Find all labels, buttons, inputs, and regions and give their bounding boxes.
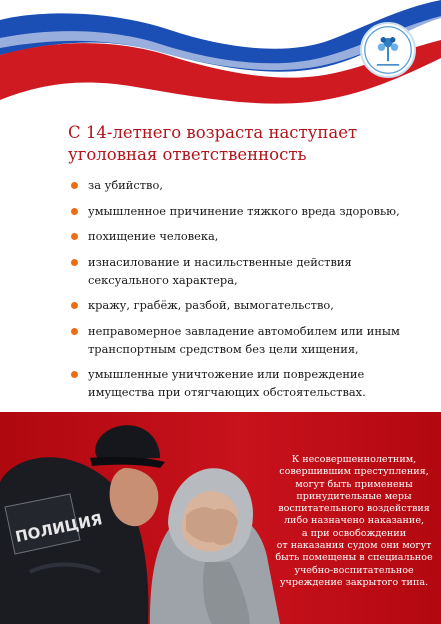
list-item-text: неправомерное завладение автомобилем или иным xyxy=(88,323,400,338)
list-item xyxy=(70,365,430,401)
bullet-dot-icon xyxy=(71,182,78,189)
bullet-dot-icon xyxy=(71,302,78,309)
list-item-text: умышленное причинение тяжкого вреда здоровью, xyxy=(88,203,400,218)
police-officer-and-teen-illustration xyxy=(0,412,280,624)
list-item xyxy=(70,227,430,245)
bullet-dot-icon xyxy=(71,233,78,240)
note-line: учреждение закрытого типа. xyxy=(279,576,429,588)
note-line: от наказания судом они могут xyxy=(276,540,432,552)
consequences-note xyxy=(272,454,436,589)
list-item-text: за убийство, xyxy=(88,178,163,192)
list-item-text: похищение человека, xyxy=(88,229,219,243)
list-item-text: сексуального характера, xyxy=(88,272,238,287)
police-label: ПОЛИЦИЯ xyxy=(13,510,104,547)
list-item-text: изнасилование и насильственные действия xyxy=(88,254,352,269)
organization-emblem-icon xyxy=(360,22,416,78)
page-title xyxy=(68,122,398,166)
list-item-text: имущества при отягчающих обстоятельствах. xyxy=(88,385,366,399)
note-line: либо назначено наказание, xyxy=(283,515,425,527)
list-item xyxy=(70,202,430,220)
bullet-dot-icon xyxy=(71,259,78,266)
list-item xyxy=(70,176,430,194)
bullet-dot-icon xyxy=(71,208,78,215)
list-item xyxy=(70,322,430,358)
page-title-line: С 14-летнего возраста наступает xyxy=(68,123,358,142)
list-item xyxy=(70,296,430,314)
list-item-text: умышленные уничтожение или повреждение xyxy=(88,367,365,381)
note-line: могут быть применены xyxy=(295,478,413,490)
note-line: а при освобождении xyxy=(301,527,407,539)
note-line: принудительные меры xyxy=(296,490,412,502)
list-item-text: транспортным средством без цели хищения, xyxy=(88,341,359,356)
note-line: воспитательного воздействия xyxy=(278,503,430,515)
bullet-dot-icon xyxy=(71,371,78,378)
note-line: учебно-воспитательное xyxy=(294,564,414,576)
note-line: К несовершеннолетним, xyxy=(291,454,417,465)
list-item xyxy=(70,253,430,289)
list-item-text: кражу, грабёж, разбой, вымогательство, xyxy=(88,298,334,312)
note-line: быть помещены в специальное xyxy=(275,552,433,564)
bullet-dot-icon xyxy=(71,328,78,335)
page-title-line: уголовная ответственность xyxy=(68,145,307,164)
offense-list xyxy=(70,176,430,409)
note-line: совершившим преступления, xyxy=(279,466,429,478)
